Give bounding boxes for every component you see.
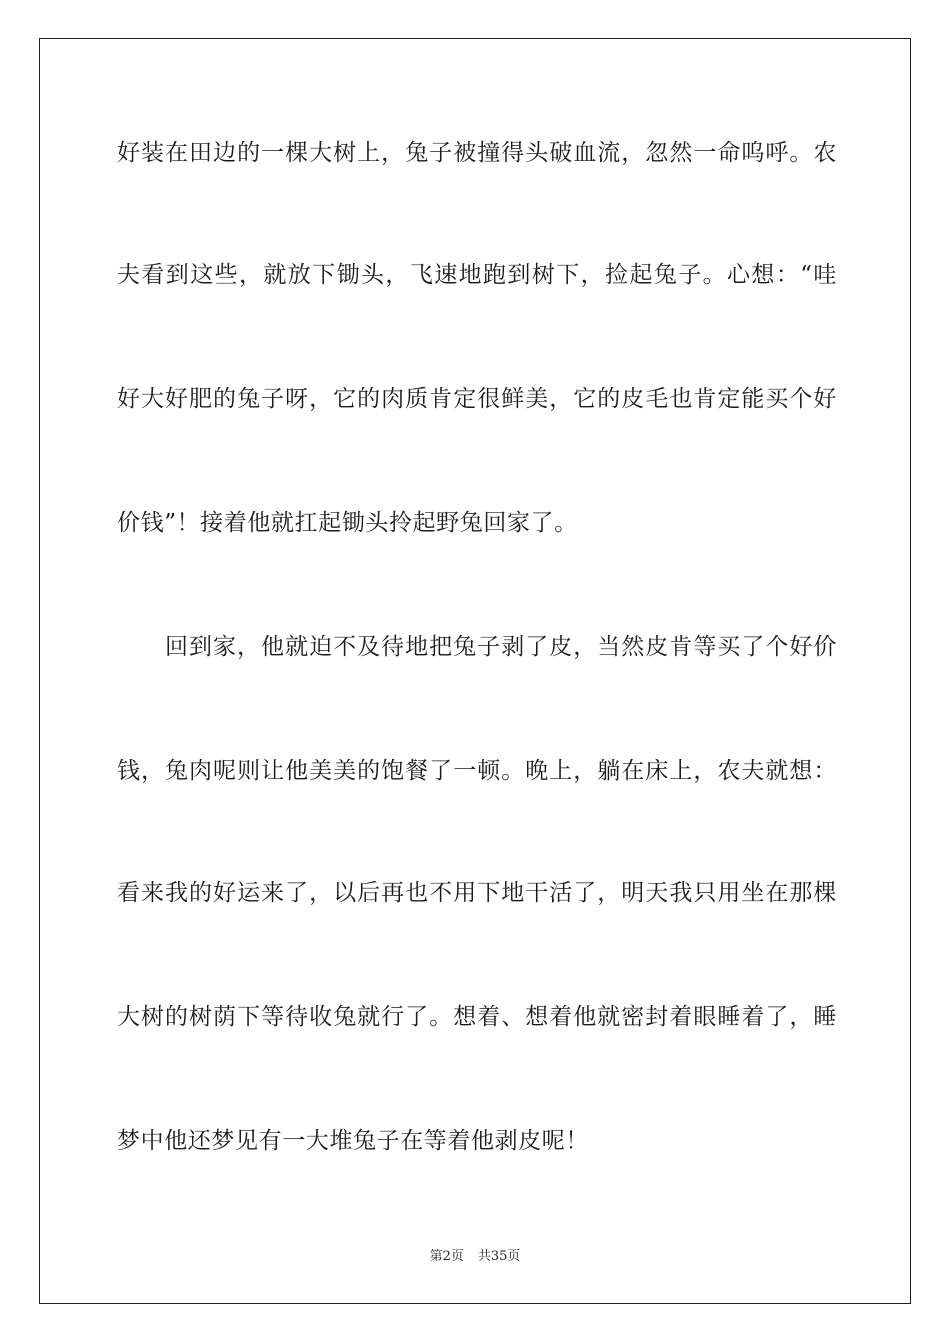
- text-line: 夫看到这些，就放下锄头，飞速地跑到树下，捡起兔子。心想：“哇: [117, 262, 837, 288]
- text-line: 看来我的好运来了，以后再也不用下地干活了，明天我只用坐在那棵: [117, 880, 837, 906]
- text-line: 好装在田边的一棵大树上，兔子被撞得头破血流，忽然一命呜呼。农: [117, 140, 837, 166]
- text-line: 大树的树荫下等待收兔就行了。想着、想着他就密封着眼睡着了，睡: [117, 1004, 837, 1030]
- text-line: 价钱”！接着他就扛起锄头拎起野兔回家了。: [117, 510, 578, 536]
- page-frame: [39, 38, 911, 1304]
- paragraph-first-line: 回到家，他就迫不及待地把兔子剥了皮，当然皮肯等买了个好价: [165, 634, 837, 660]
- text-line: 钱，兔肉呢则让他美美的饱餐了一顿。晚上，躺在床上，农夫就想：: [117, 758, 837, 784]
- page-total: 共35页: [477, 1249, 521, 1264]
- page-number: 第2页: [429, 1249, 464, 1264]
- text-line: 好大好肥的兔子呀，它的肉质肯定很鲜美，它的皮毛也肯定能买个好: [117, 386, 837, 412]
- page-footer: [0, 1248, 950, 1266]
- text-line: 梦中他还梦见有一大堆兔子在等着他剥皮呢！: [117, 1128, 589, 1154]
